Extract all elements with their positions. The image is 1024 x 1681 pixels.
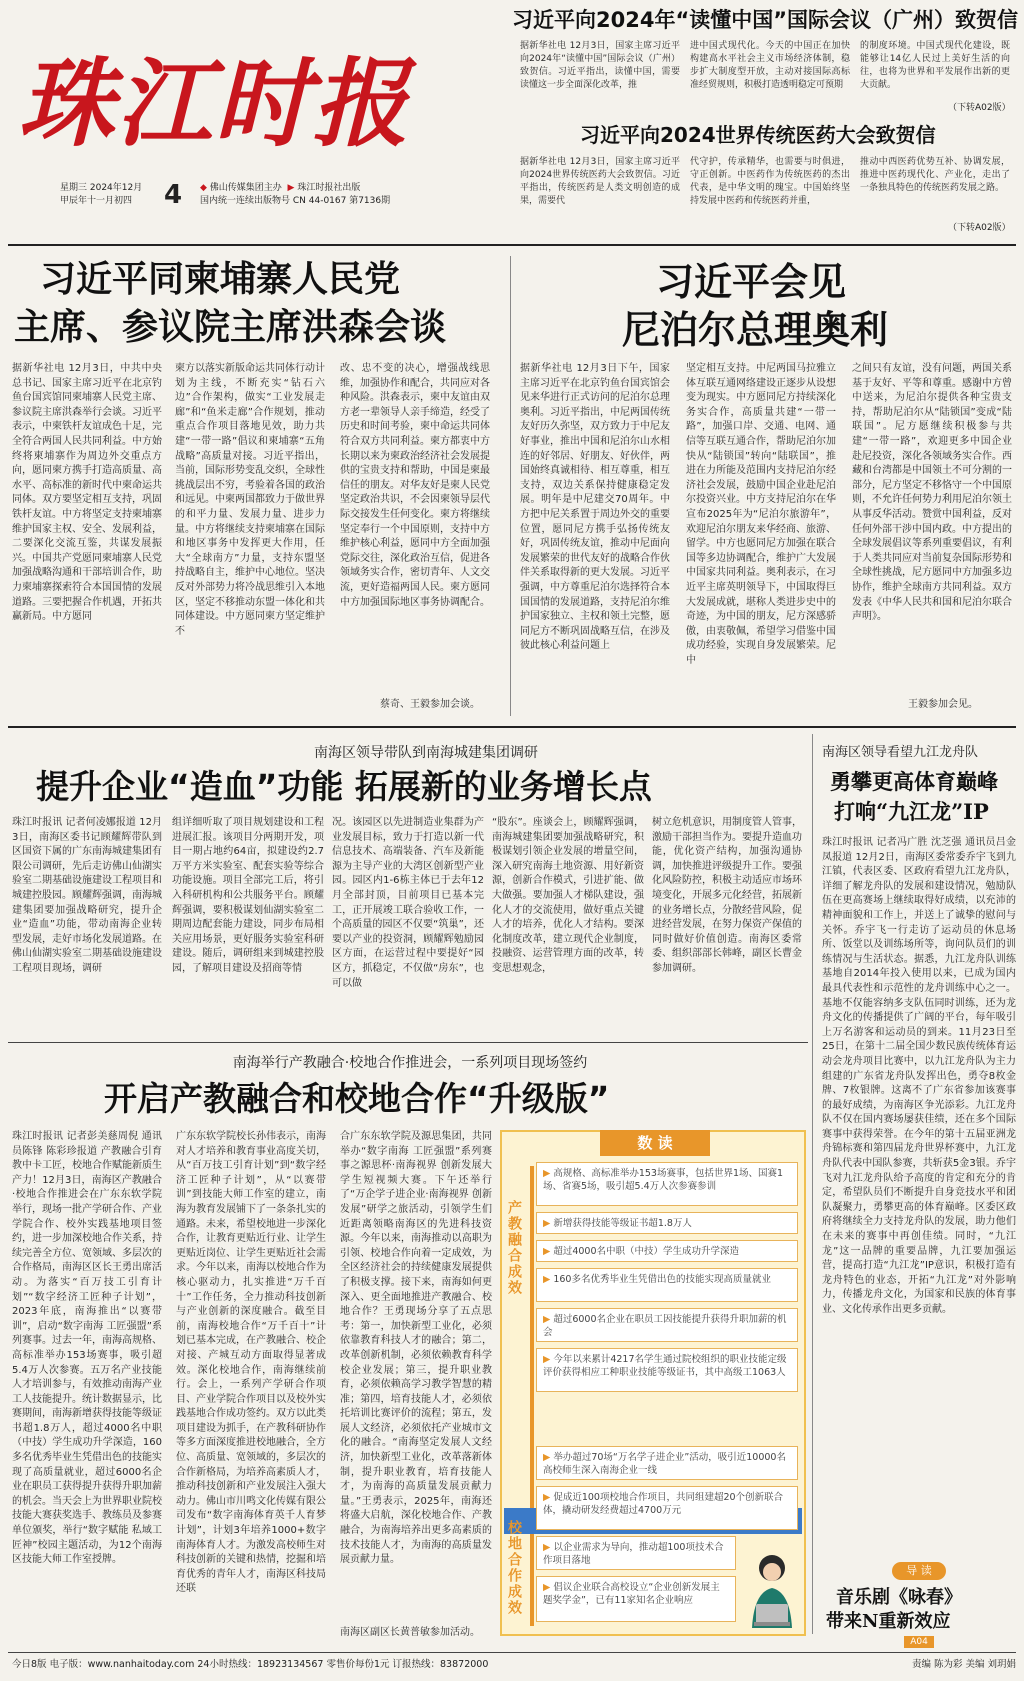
lead-left-title-2[interactable]: 主席、参议院主席洪森会谈 <box>14 307 447 348</box>
lead-left-col2: 柬方以落实新版命运共同体行动计划为主线，不断充实“钻石六边”合作架构，做实“工业发展走廊”和“鱼米走廊”合作规划，推动重点合作项目落地见效，助力共建“一带一路”倡议和柬埔寨“五角战略”高质量对接。习近平指出，当前，国际形势变乱交织，全球性挑战层出不穷，考验着各国的政治和远见。中柬两国都致力于做世界的和平力量、发展力量、进步力量。中方将继续支持柬埔寨在国际和地区事务中发挥更大作用，任大“全球南方”力量，支持东盟坚持战略自主，维护中心地位。坚决反对外部势力将冷战思维引入本地区，坚定不移推动东盟一体化和共同体建设。中方愿同柬方坚定维护不 <box>175 363 325 637</box>
edu-kicker: 南海举行产教融合·校地合作推进会，一系列项目现场签约 <box>232 1055 588 1071</box>
right-body: 珠江时报讯 记者冯广胜 沈芝强 通讯员吕金凤报道 12月2日，南海区委常委乔宇飞到九江镇，代表区委、区政府看望九江龙舟队，详细了解龙舟队的发展和建设情况，勉励队伍在更高赛场上继续取得好成绩，以充沛的精神面貌和工作上，并送上了诚挚的慰问与关怀。乔宇飞一行走访了运动员的休息场所、饭堂以及训练场所等，询问队员们的训练情况与生活状态。据悉，九江龙舟队训练基地自2014年投入使用以来，已成为国内最具代表性和示范性的龙舟训练中心之一。基地不仅能容纳多支队伍同时训练，还为龙舟文化的传播提供了广阔的平台，每年吸引上万名游客和运动员的到来。11月23日至25日，在第十二届全国少数民族传统体育运动会龙舟项目比赛中，以九江龙舟队为主力组建的广东省龙舟队发挥出色，勇夺8枚金牌、7枚银牌。这离不了广东省参加该赛事的最好成绩，为南海区争光添彩。九江龙舟队不仅在国内赛场屡获佳绩，还在多个国际赛事中获得荣誉。在今年的第十五届亚洲龙舟锦标赛和第四届龙舟世界杯赛中，九江龙舟队代表中国队参赛，共斩获5金3银。乔宇飞对九江龙舟队给予高度的肯定和充分的肯定，希望队员们不断提升自身竞技水平和团队凝聚力，勇攀更高的体育巅峰。区委区政府将继续全力支持龙舟队的发展，助力他们在未来的赛事中再创佳绩。同时，“九江龙”这一品牌的重要品牌，九江要加强运营，提高打造“九江龙”IP意识，积极打造有龙舟特色的业态，开拓“九江龙”对外影响力，传播龙舟文化，为国家和民族的体育事业、文化传承作出更多贡献。 <box>822 837 1016 1315</box>
cn-number: 国内统一连续出版物号 CN 44-0167 第7136期 <box>200 196 391 206</box>
infobox-label-bottom: 校地合作成效 <box>506 1520 522 1616</box>
top-story2-col3: 推动中西医药优势互补、协调发展，推进中医药现代化、产业化，走出了一条独具特色的传统医药发展之路。 <box>860 157 1010 193</box>
teaser-title-2[interactable]: 带来N重新效应 <box>826 1611 951 1632</box>
edu-col1: 珠江时报讯 记者彭美慈周倪 通讯员陈锋 陈彩珍报道 产教融合引育教中卡工匠，校地合作赋能新质生产力！12月3日，南海区产教融合·校地合作推进会在广东东软学院举行，现场一批产学研合作、产业学院合作、校外实践基地项目签约，进一步加深校地合作关系，持续完善全方位、宽领域、多层次的合作格局，南海区区长王勇出席活动。为落实“百万技工引育计划”“数字经济工匠种子计划”，2023年底，南海推出“以赛带训”，启动“数字南海 工匠强盟”系列赛事。过去一年，南海高规格、高标准举办153场赛事，吸引超5.4万人次参赛。五万名产业技能人才培训参与，有效推动南海产业工人技能提升。统计数据显示，比赛期间，南海新增获得技能等级证书超1.8万人，超过4000名中职（中技）学生成功升学深造，160多名优秀毕业生凭借出色的技能实现了高质量就业，超过6000名企业在职员工获得提升获得升职加薪的机会。当天会上为世界职业院校技能大赛获奖选手、教练员及参赛单位颁奖，举行“数字赋能 私域工匠神”校园主题活动，为12个南海区技能大师工作室授牌。 <box>12 1131 162 1566</box>
teaser-page[interactable]: A04 <box>904 1636 934 1648</box>
city-col3: 况。该园区以先进制造业集群为产业发展目标，致力于打造以新一代信息技术、高端装备、汽车及新能源为主导产业的大湾区创新型产业园。园区内1-6栋主体已于去年12月全部封顶，目前项目已基本完工，正开展竣工联合验收工作，一个高质量的园区不仅要“筑巢”，还要以产业的投资洞，顾耀辉勉励园区方面，在运营过程中要提好“园区方，抓稳定，不仅做“房东”，也可以做 <box>332 817 484 989</box>
edu-col2: 广东东软学院校长孙伟表示，南海对人才培养和教育事业高度关切，从“百万技工引育计划”到“数字经济工匠种子计划”，从“以赛带训”到技能大师工作室的建立，南海为教育发展铺下了一条条扎实的通路。未来，希望校地进一步深化合作，让教育更贴近行业、让学生更贴近岗位、让学生更贴近社会需求。今年以来，南海以校地合作为核心驱动力，扎实推进“万千百十”工作任务，全力推动科技创新与产业创新的深度融合。截至目前，南海校地合作“万千百十”计划已基本完成，在产教融合、校企对接、产城互动方面取得显著成效。深化校地合作，南海继续前行。会上，一系列产学研合作项目、产业学院合作项目以及校外实践基地合作成功签约。双方以此类项目建设为抓手，在产教科研协作等多方面深度推进校地融合，全方位、高质量、宽领域的，多层次的合作新格局，为培养高素质人才，推动科技创新和产业发展注入强大动力。佛山市川鸣文化传媒有限公司发布“数字南海体育英千人育梦计划”，计划3年培养1000+数字南海体育人才。为激发高校师生对科技创新的关键和热情，挖掘和培育优秀的青年人才，南海区科技局还联 <box>176 1131 326 1595</box>
top-story2-jump[interactable]: （下转A02版） <box>948 223 1011 233</box>
city-col2: 组详细听取了项目规划建设和工程进展汇报。该项目分两期开发，项目一期占地约64亩，拟建设约2.7万平方米实验室、配套实验等综合功能设施。项目全部完工后，将引入科研机构和公共服务平台。顾耀辉强调，要积极谋划仙湖实验室二期周边配套能力建设，同步布局相关应用场景，更好服务实验室科研建设。随后，调研组来到城建控股园，了解项目建设及招商等情 <box>172 817 324 974</box>
infobox-item: ▶ 促成近100项校地合作项目，共同组建超20个创新联合体，撬动研发经费超过4700万元 <box>536 1486 798 1530</box>
infobox-item: ▶ 举办超过70场“万名学子进企业”活动，吸引近10000名高校师生深入南海企业一线 <box>536 1446 798 1480</box>
lead-left-sign: 蔡奇、王毅参加会谈。 <box>380 699 480 710</box>
infobox-item: ▶ 今年以来累计4217名学生通过院校组织的职业技能定级评价获得相应工种职业技能等级证书，其中高级工1063人 <box>536 1348 798 1392</box>
right-kicker: 南海区领导看望九江龙舟队 <box>822 745 979 760</box>
top-story1-col2: 进中国式现代化。今天的中国正在加快构建高水平社会主义市场经济体制，稳步扩大制度型开放，主动对接国际高标准经贸规则，积极打造透明稳定可预期 <box>690 41 850 90</box>
infobox-item: ▶ 新增获得技能等级证书超1.8万人 <box>536 1212 798 1234</box>
infobox-item: ▶ 超过4000名中职（中技）学生成功升学深造 <box>536 1240 798 1262</box>
top-story1-title[interactable]: 习近平向2024年“读懂中国”国际会议（广州）致贺信 <box>512 8 1019 32</box>
city-col4: “股东”。座谈会上，顾耀辉强调，南海城建集团要加强战略研究，积极谋划引领企业发展的增量空间，深入研究南海土地资源、用好新资源，创新合作模式，引进扩能、做大做强。要加强人才梯队建设，强化人才的交流使用，做好重点关键人才的培养，优化人才结构。要深化制度改革，建立现代企业制度，投融资、运营管理方面的改革，转变思想观念， <box>492 817 644 974</box>
infobox-item: ▶ 高规格、高标准举办153场赛事，包括世界1场、国赛1场、省赛5场，吸引超5.4万人次参赛参训 <box>536 1162 798 1206</box>
infobox-label-top: 产教融合成效 <box>506 1200 522 1296</box>
top-story2-title[interactable]: 习近平向2024世界传统医药大会致贺信 <box>580 123 936 147</box>
weekday-date: 星期三 2024年12月 <box>60 183 143 193</box>
city-divider <box>8 1042 808 1043</box>
edu-col3: 合广东东软学院及源思集团，共同举办“数字南海 工匠强盟”系列赛事之源思杯·南海视界 创新发展大学生短视频大赛。下午还举行了“万企学子进企业·南海视界 创新发展”研学之旅活动，引领学生们近距离领略南海区的先进科技资源。今年以来，南海推动以高职为引领、校地合作向着一定成效，为全区经济社会的持续健康发展提供了积极支撑。接下来，南海如何更深入、更全面地推进产教融合、校地合作？王勇现场分享了五点思考：第一，加快新型工业化，必须依靠教育科技人才的融合；第二，改革创新机制，必须依赖教育科学校企业发展；第三，提升职业教育，必须依赖高学习教学智慧的精准；第四，培育技能人才，必须依托培训比赛评价的流程；第五，发展人文经济，必须依托产业城市文化的融合。“南海坚定发展人文经济，加快新型工业化，改革落新体制，提升职业教育，培育技能人才，为南海的高质量发展贡献力量。”王勇表示，2025年，南海还将盛大启航，深化校地合作、产教融合，为南海培养出更多高素质的技术技能人才，为南海的高质量发展贡献力量。 <box>340 1131 492 1566</box>
masthead-logo: 珠江时报 <box>18 47 410 160</box>
lead-right-col1: 据新华社电 12月3日下午，国家主席习近平在北京钓鱼台国宾馆会见来华进行正式访问的尼泊尔总理奥利。习近平指出，中尼两国传统友好历久弥坚，双方致力于中尼友好事业，推出中国和尼泊尔山水相连的好邻居、好朋友、好伙伴，两国始终真诚相待、相互尊重，相互支持，双边关系保持健康稳定发展。明年是中尼建交70周年。中方把中尼关系置于周边外交的重要位置，愿同尼方携手弘扬传统友好，巩固传统友谊，推动中尼面向发展繁荣的世代友好的战略合作伙伴关系取得新的更大发展。习近平强调，中方尊重尼泊尔选择符合本国国情的发展道路，支持尼泊尔维护国家独立、主权和领土完整，愿同尼方不断巩固战略互信，在涉及彼此核心利益问题上 <box>520 363 670 652</box>
lead-right-col3: 之间只有友谊，没有问题，两国关系基于友好、平等和尊重。感谢中方曾中送来，为尼泊尔提供各种宝贵支持，帮助尼泊尔从“陆锁国”变成“陆联国”。尼方愿继续积极参与共建“一带一路”，欢迎更多中国企业赴尼投资，深化各领域务实合作。西藏和台湾都是中国领土不可分割的一部分，尼方坚定不移恪守一个中国原则，不允许任何势力利用尼泊尔领土从事反华活动。赞赏中国利益，反对任何外部干涉中国内政。中方提出的全球发展倡议等系列重要倡议，有利于人类共同应对当前复杂国际形势和全球性挑战，尼方愿同中方加强多边协作，维护全球南方共同利益。双方发表《中华人民共和国和尼泊尔联合声明》。 <box>852 363 1012 623</box>
footer-editors: 责编 陈为彩 美编 刘玥娟 <box>911 1659 1016 1670</box>
right-column-divider <box>812 734 813 1634</box>
infobox-item: ▶ 160多名优秀毕业生凭借出色的技能实现高质量就业 <box>536 1268 798 1302</box>
city-title[interactable]: 提升企业“造血”功能 拓展新的业务增长点 <box>36 767 652 806</box>
top-story1-jump[interactable]: （下转A02版） <box>948 103 1011 113</box>
lunar-date: 甲辰年十一月初四 <box>60 196 133 206</box>
edu-sign: 南海区副区长黄普敏参加活动。 <box>340 1627 480 1638</box>
top-story1-col3: 的制度环境。中国式现代化建设，既能够让14亿人民过上美好生活的向往，也将为世界和平发展作出新的更大贡献。 <box>860 41 1010 90</box>
footer-divider <box>8 1652 1016 1653</box>
top-story2-col1: 据新华社电 12月3日，国家主席习近平向2024世界传统医药大会致贺信。习近平指出，传统医药是人类文明创造的成果，需要代 <box>520 157 680 206</box>
student-illustration <box>740 1548 804 1632</box>
teaser-label: 导 读 <box>892 1562 946 1580</box>
lead-divider <box>510 256 511 716</box>
city-col1: 珠江时报讯 记者何凌娜报道 12月3日，南海区委书记顾耀辉带队到区国资下属的广东南海城建集团有限公司调研，先后走访佛山仙湖实验室二期基础设施建设工程项目和城建控股园。顾耀辉强调，南海城建集团要加强战略研究，提升企业“造血”功能，带动南海企业转型发展，走好市场化发展道路。在佛山仙湖实验室二期基础设施建设工程项目现场，调研 <box>12 817 162 974</box>
right-title-1[interactable]: 勇攀更高体育巅峰 <box>830 769 998 794</box>
top-story2-col2: 代守护，传承精华，也需要与时俱进，守正创新。中医药作为传统医药的杰出代表，是中华文明的瑰宝。中国始终坚持发展中医药和传统医药并重， <box>690 157 850 206</box>
fire-logo-icon: ◆ <box>200 183 207 193</box>
publisher-out: 珠江时报社出版 <box>297 183 361 193</box>
infobox-item: ▶ 倡议企业联合高校设立“企业创新发展主题奖学金”，已有11家知名企业响应 <box>536 1576 736 1622</box>
infobox-header: 数 读 <box>600 1130 710 1156</box>
masthead-divider <box>8 244 1016 246</box>
lead-left-col1: 据新华社电 12月3日，中共中央总书记、国家主席习近平在北京钓鱼台国宾馆同柬埔寨人民党主席、参议院主席洪森举行会谈。习近平表示，中柬铁杆友谊成色十足，完全符合两国人民共同利益。中方始终将柬埔寨作为周边外交重点方向，愿同柬方携手打造高质量、高水平、高标准的新时代中柬命运共同体。双方要坚定相互支持，巩固铁杆友谊。中方将坚定支持柬埔寨维护国家主权、安全、发展利益，二要深化交流互鉴，共谋发展振兴。中国共产党愿同柬埔寨人民党加强战略沟通和干部培训合作，助力柬埔寨探索符合本国国情的发展道路。三要把握合作机遇，开拓共赢新局。中方愿同 <box>12 363 162 623</box>
infobox-item: ▶ 以企业需求为导向，推动超100项技术合作项目落地 <box>536 1536 736 1570</box>
issue-number: 4 <box>164 180 183 210</box>
infobox-item: ▶ 超过6000名企业在职员工因技能提升获得升职加薪的机会 <box>536 1308 798 1342</box>
section-divider <box>8 726 1016 728</box>
flag-logo-icon: ▶ <box>287 183 295 193</box>
lead-right-title-2[interactable]: 尼泊尔总理奥利 <box>622 308 889 352</box>
lead-right-title-1[interactable]: 习近平会见 <box>656 260 847 304</box>
right-title-2[interactable]: 打响“九江龙”IP <box>834 799 989 824</box>
city-col5: 树立危机意识，用制度管人管事，激励干部担当作为。要提升造血功能，优化资产结构，加强沟通协调，加快推进评级提升工作。要强化风险防控，积极主动适应市场环境变化，开展多元化经营，拓展新的业务增长点，分散经营风险，促进经营发展，在努力保资产保值的同时做好价值创造。南海区委常委、组织部部长韩峰，副区长曹金参加调研。 <box>652 817 802 974</box>
city-kicker: 南海区领导带队到南海城建集团调研 <box>314 745 538 761</box>
lead-right-sign: 王毅参加会见。 <box>908 699 978 710</box>
edu-title[interactable]: 开启产教融合和校地合作“升级版” <box>104 1079 610 1118</box>
publisher-host: 佛山传媒集团主办 <box>209 183 282 193</box>
lead-left-title-1[interactable]: 习近平同柬埔寨人民党 <box>40 259 401 300</box>
top-story1-col1: 据新华社电 12月3日，国家主席习近平向2024年“读懂中国”国际会议（广州）致贺信。习近平指出，读懂中国，需要读懂这一步全面深化改革，推 <box>520 41 680 90</box>
lead-left-col3: 改、忠不变的决心，增强战线思维，加强协作和配合，共同应对各种风险。洪森表示，柬中友谊由双方老一辈领导人亲手缔造，经受了历史和时间考验，柬中命运共同体符合双方共同利益。柬方都衷中方长期以来为柬政治经济社会发展提供的宝贵支持和帮助，中国是柬最信任的朋友。对华友好是柬人民党坚定政治共识，不会因柬领导层代际交接发生任何变化。柬方将继续坚定奉行一个中国原则，支持中方维护核心利益，愿同中方全面加强党际交往，深化政治互信，促进各领域务实合作，密切青年、人文交流，更好造福两国人民。柬方愿同中方加强国际地区事务协调配合。 <box>340 363 490 608</box>
masthead-info <box>60 182 460 216</box>
infobox-rail <box>530 1166 534 1626</box>
footer-info: 今日8版 电子版：www.nanhaitoday.com 24小时热线：18923134567 零售价每份1元 订报热线：83872000 <box>12 1659 489 1670</box>
teaser-title-1[interactable]: 音乐剧《咏春》 <box>836 1587 962 1608</box>
lead-right-col2: 坚定相互支持。中尼两国马拉雅立体互联互通网络建设正逐步从设想变为现实。中方愿同尼方持续深化务实合作，高质量共建“一带一路”，加强口岸、交通、电网、通信等互联互通合作，帮助尼泊尔加快从“陆锁国”转向“陆联国”，推进在力所能及范围内支持尼泊尔经济社会发展，鼓励中国企业赴尼泊尔投资兴业。中方支持尼泊尔在华宣布2025年为“尼泊尔旅游年”，欢迎尼泊尔朋友来华经商、旅游、留学。中方也愿同尼方加强在联合国等多边协调配合，维护广大发展中国家共同利益。奥利表示，在习近平主席英明领导下，中国取得巨大发展成就，堪称人类进步史中的奇迹，为中国的朋友，尼方深感骄傲，由衷敬佩，希望学习借鉴中国成功经验，实现自身发展繁荣。尼中 <box>686 363 836 666</box>
teaser-box[interactable] <box>822 1562 1016 1648</box>
